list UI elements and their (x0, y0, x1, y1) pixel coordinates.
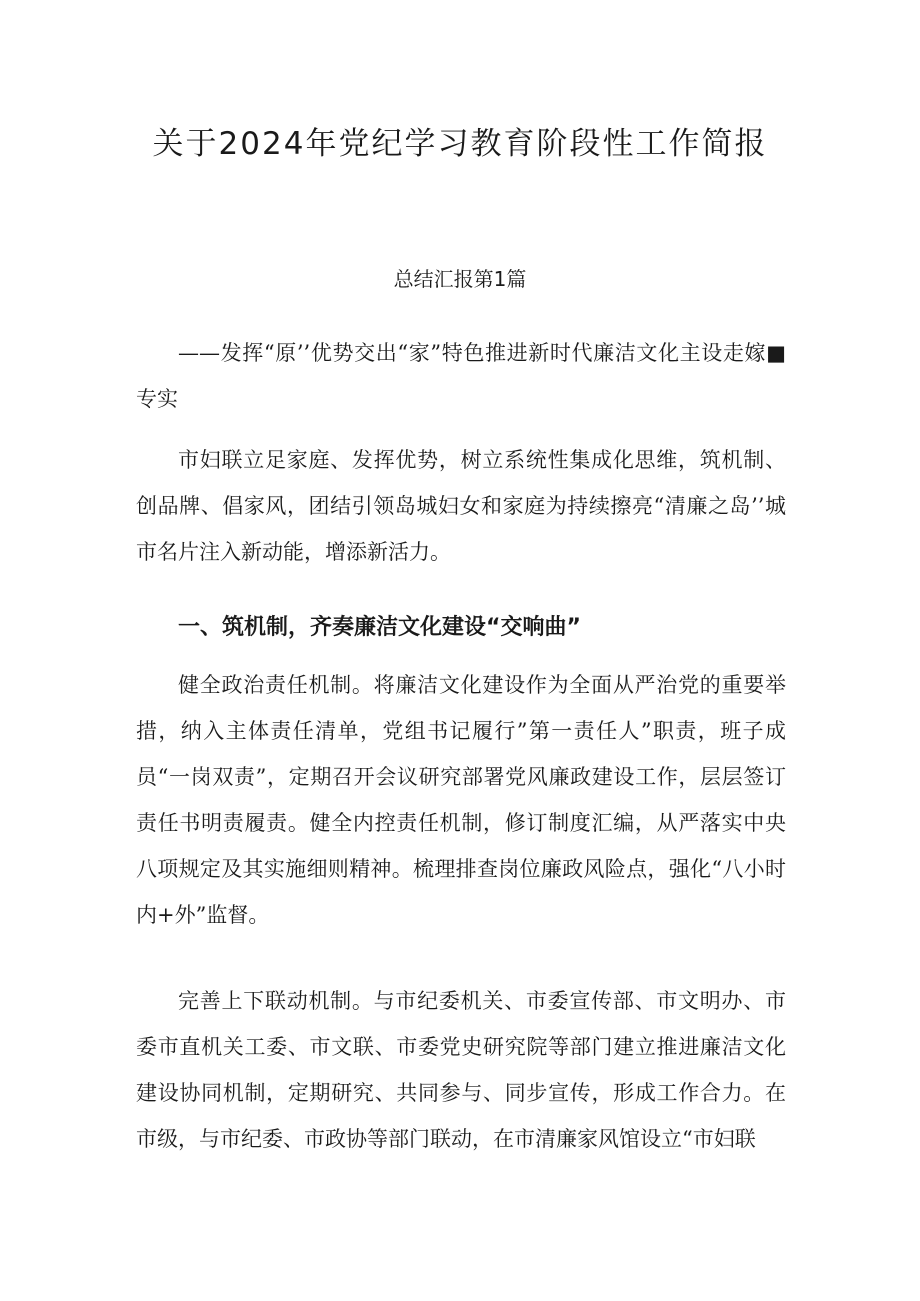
body-paragraph-2: 完善上下联动机制。与市纪委机关、市委宣传部、市文明办、市委市直机关工委、市文联、市委党史研究院等部门建立推进廉洁文化建设协同机制，定期研究、共同参与、同步宣传，形成工作合力。在市级，与市纪委、市政协等部门联动，在市清廉家风馆设立“市妇联 (136, 989, 786, 1151)
body-paragraph-1: 健全政治责任机制。将廉洁文化建设作为全面从严治党的重要举措，纳入主体责任清单，党组书记履行”第一责任人”职责，班子成员“一岗双责”，定期召开会议研究部署党风廉政建设工作，层层签订责任书明责履责。健全内控责任机制，修订制度汇编，从严落实中央八项规定及其实施细则精神。梳理排查岗位廉政风险点，强化“八小时内+外”监督。 (136, 673, 786, 927)
section-heading: 一、筑机制，齐奏廉洁文化建设“交响曲” (178, 615, 581, 640)
intro-paragraph: 市妇联立足家庭、发挥优势，树立系统性集成化思维，筑机制、创品牌、倡家风，团结引领岛城妇女和家庭为持续擦亮“清廉之岛’’城市名片注入新动能，增添新活力。 (136, 448, 786, 564)
document-title: 关于2024年党纪学习教育阶段性工作简报 (152, 126, 768, 162)
dash-subheading: ——发挥“原’’优势交出“家”特色推进新时代廉洁文化主设走嫁■专实 (136, 341, 786, 411)
document-subtitle: 总结汇报第1篇 (393, 267, 527, 291)
